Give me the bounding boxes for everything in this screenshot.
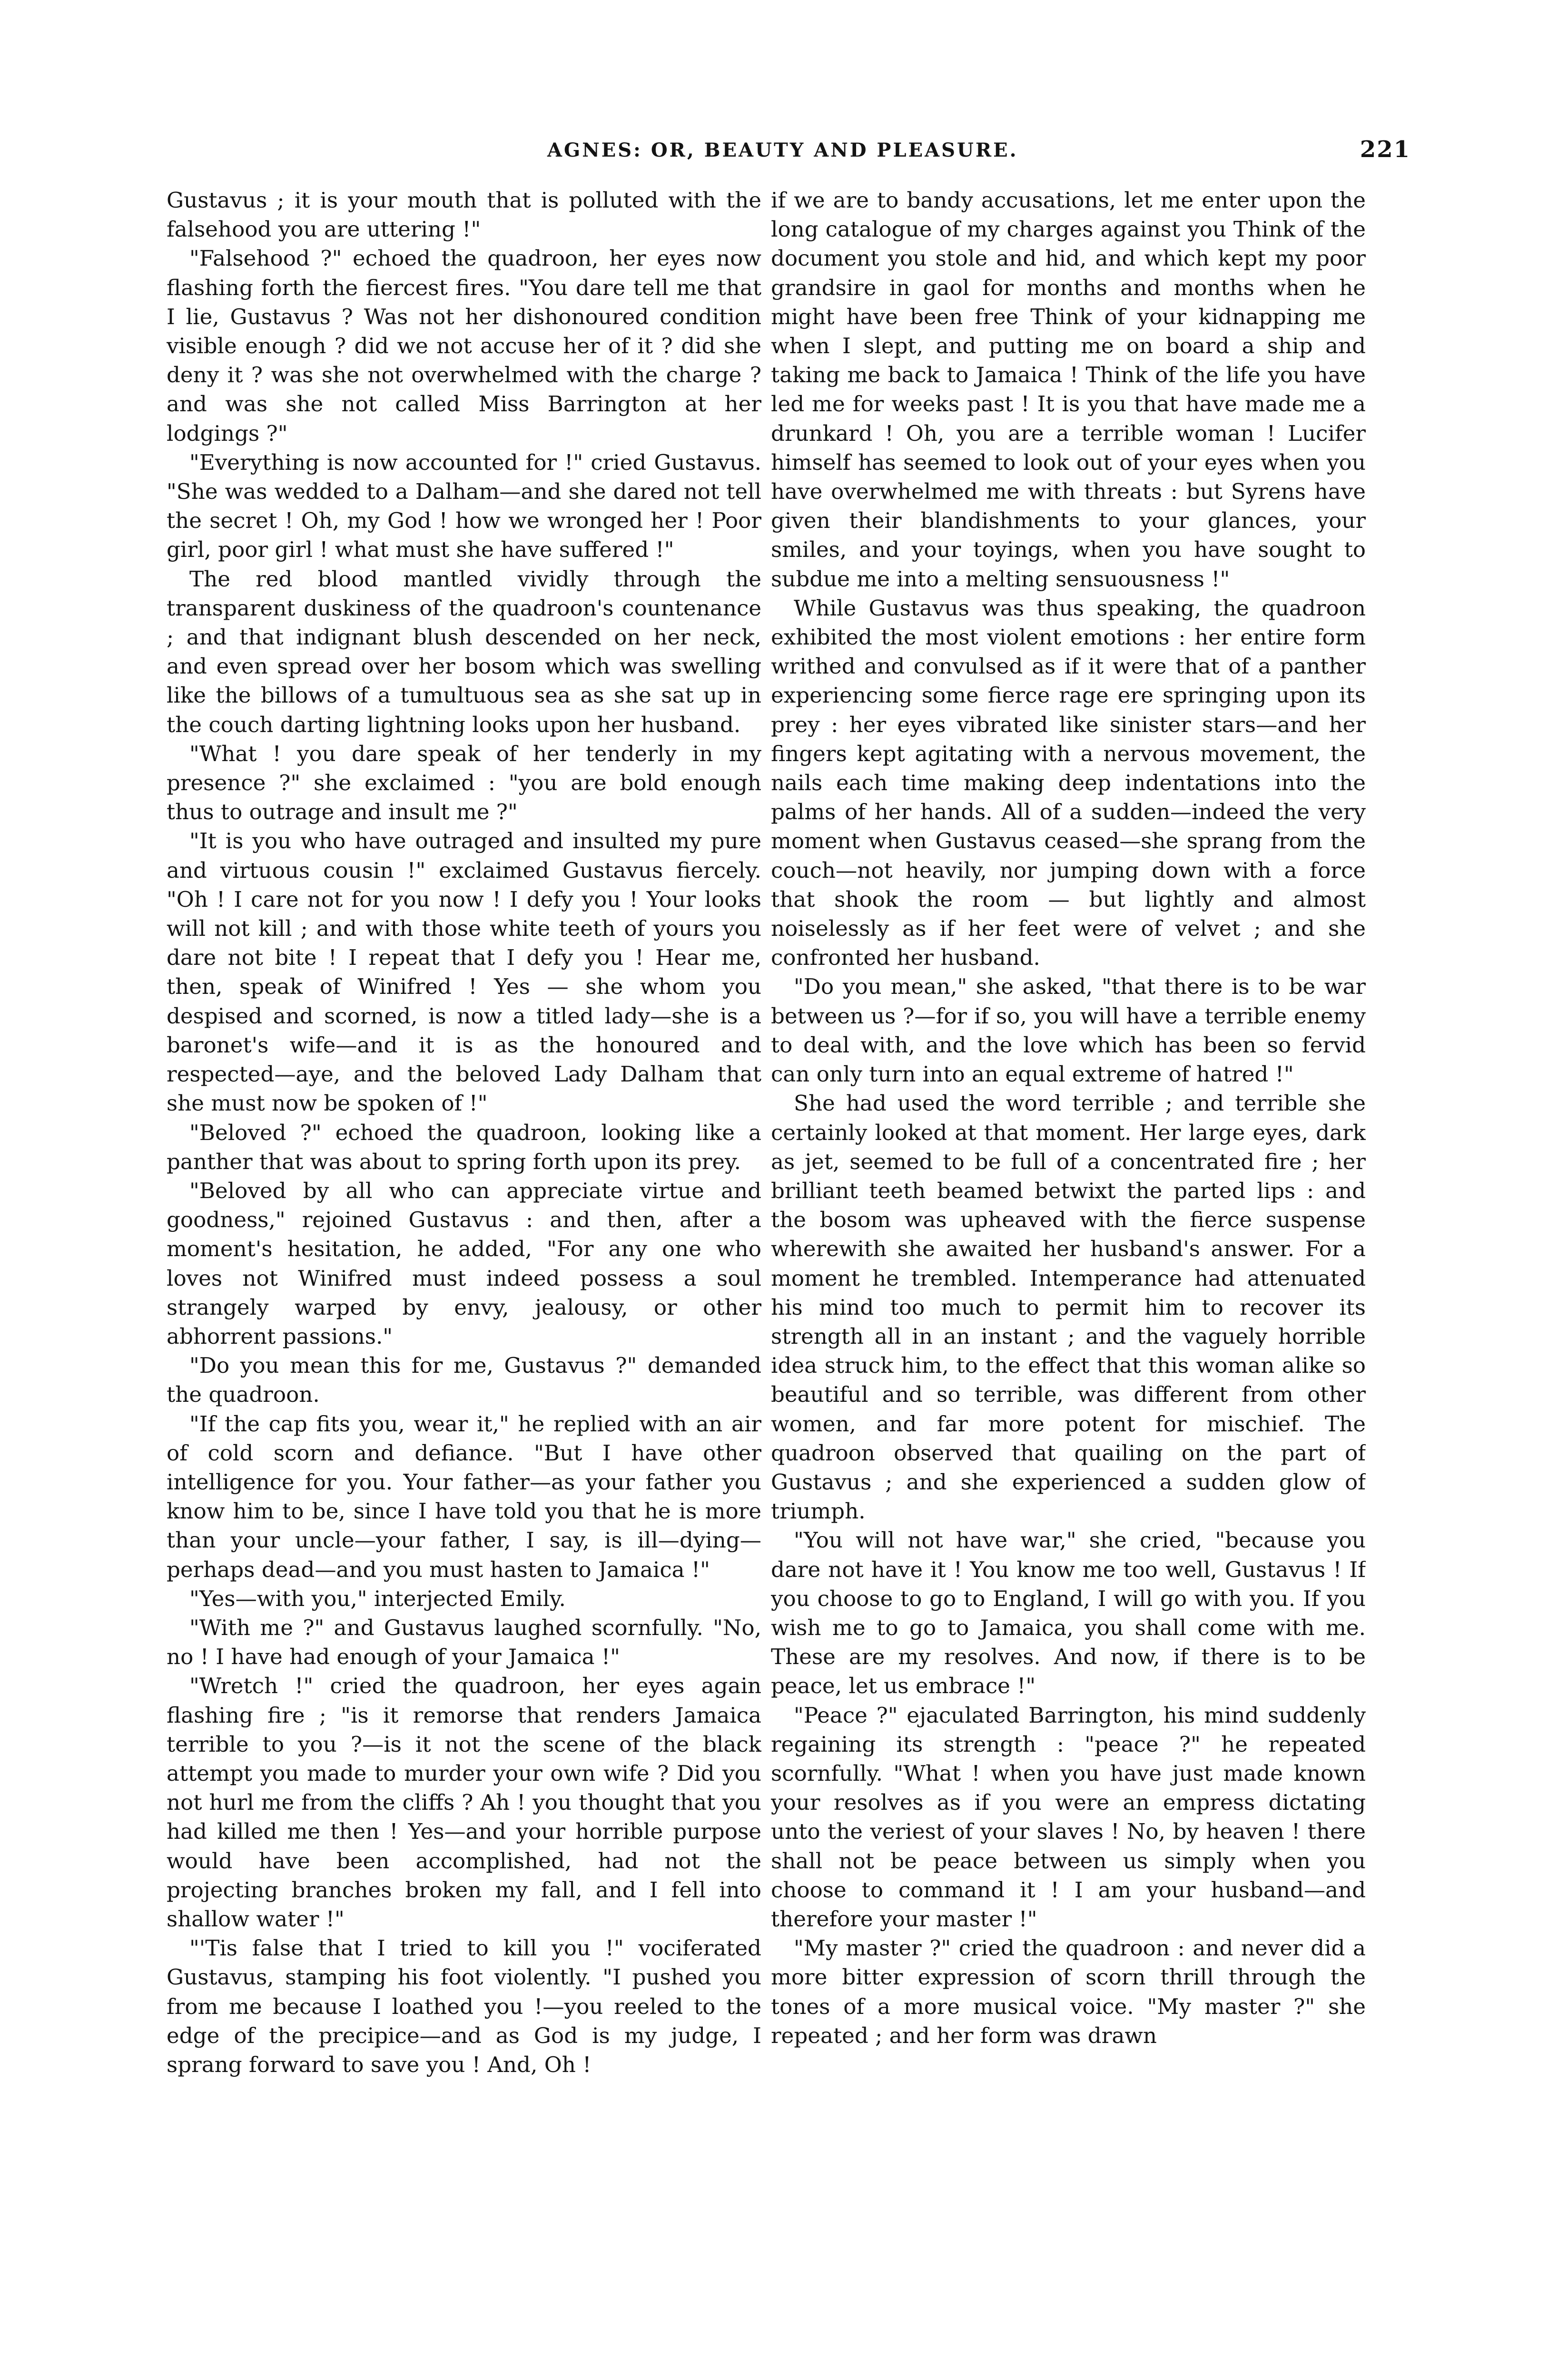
paragraph: Gustavus ; it is your mouth that is polluted with the falsehood you are uttering !" bbox=[167, 188, 761, 242]
paragraph: "Do you mean this for me, Gustavus ?" demanded the quadroon. bbox=[167, 1353, 761, 1408]
paragraph: "Do you mean," she asked, "that there is to be war between us ?—for if so, you will have a terrible enemy to deal with, and the love which has been so fervid can only turn into an equal extreme of hatred !" bbox=[771, 974, 1366, 1087]
paragraph: if we are to bandy accusations, let me enter upon the long catalogue of my charges against you Think of the document you stole and hid, and which kept my poor grandsire in gaol for months and months when he might have been free Think of your kidnapping me when I slept, and putting me on board a ship and taking me back to Jamaica ! Think of the life you have led me for weeks past ! It is you that have made me a drunkard ! Oh, you are a terrible woman ! Lucifer himself has seemed to look out of your eyes when you have overwhelmed me with threats : but Syrens have given their blandishments to your glances, your smiles, and your toyings, when you have sought to subdue me into a melting sensuousness !" bbox=[771, 188, 1366, 592]
page-number: 221 bbox=[1360, 136, 1410, 163]
paragraph: "Everything is now accounted for !" cried Gustavus. "She was wedded to a Dalham—and she dared not tell the secret ! Oh, my God ! how we wronged her ! Poor girl, poor girl ! what must she have suffered !" bbox=[167, 449, 761, 563]
paragraph: "My master ?" cried the quadroon : and never did a more bitter expression of scorn thrill through the tones of a more musical voice. "My master ?" she repeated ; and her form was drawn bbox=[771, 1935, 1366, 2048]
paragraph: "Wretch !" cried the quadroon, her eyes again flashing fire ; "is it remorse that renders Jamaica terrible to you ?—is it not the scene of the black attempt you made to murder your own wife ? Did you not hurl me from the cliffs ? Ah ! you thought that you had killed me then ! Yes—and your horrible purpose would have been accomplished, had not the projecting branches broken my fall, and I fell into shallow water !" bbox=[167, 1673, 761, 1932]
paragraph: "It is you who have outraged and insulted my pure and virtuous cousin !" exclaimed Gustavus fiercely. "Oh ! I care not for you now ! I defy you ! Your looks will not kill ; and with those white teeth of yours you dare not bite ! I repeat that I defy you ! Hear me, then, speak of Winifred ! Yes — she whom you despised and scorned, is now a titled lady—she is a baronet's wife—and it is as the honoured and respected—aye, and the beloved Lady Dalham that she must now be spoken of !" bbox=[167, 828, 761, 1116]
paragraph: "Beloved by all who can appreciate virtue and goodness," rejoined Gustavus : and then, after a moment's hesitation, he added, "For any one who loves not Winifred must indeed possess a soul strangely warped by envy, jealousy, or other abhorrent passions." bbox=[167, 1178, 761, 1349]
paragraph: "Peace ?" ejaculated Barrington, his mind suddenly regaining its strength : "peace ?" he repeated scornfully. "What ! when you have just made known your resolves as if you were an empress dictating unto the veriest of your slaves ! No, by heaven ! there shall not be peace between us simply when you choose to command it ! I am your husband—and therefore your master !" bbox=[771, 1702, 1366, 1932]
paragraph: "'Tis false that I tried to kill you !" vociferated Gustavus, stamping his foot violently. "I pushed you from me because I loathed you !—you reeled to the edge of the precipice—and as God is my judge, I sprang forward to save you ! And, Oh ! bbox=[167, 1935, 761, 2077]
paragraph: "Beloved ?" echoed the quadroon, looking like a panther that was about to spring forth upon its prey. bbox=[167, 1120, 761, 1174]
paragraph: "With me ?" and Gustavus laughed scornfully. "No, no ! I have had enough of your Jamaica !" bbox=[167, 1615, 761, 1670]
left-column bbox=[167, 186, 761, 2366]
paragraph: "Falsehood ?" echoed the quadroon, her eyes now flashing forth the fiercest fires. "You dare tell me that I lie, Gustavus ? Was not her dishonoured condition visible enough ? did we not accuse her of it ? did she deny it ? was she not overwhelmed with the charge ? and was she not called Miss Barrington at her lodgings ?" bbox=[167, 246, 761, 446]
paragraph: While Gustavus was thus speaking, the quadroon exhibited the most violent emotions : her entire form writhed and convulsed as if it were that of a panther experiencing some fierce rage ere springing upon its prey : her eyes vibrated like sinister stars—and her fingers kept agitating with a nervous movement, the nails each time making deep indentations into the palms of her hands. All of a sudden—indeed the very moment when Gustavus ceased—she sprang from the couch—not heavily, nor jumping down with a force that shook the room — but lightly and almost noiselessly as if her feet were of velvet ; and she confronted her husband. bbox=[771, 595, 1366, 971]
paragraph: "What ! you dare speak of her tenderly in my presence ?" she exclaimed : "you are bold enough thus to outrage and insult me ?" bbox=[167, 741, 761, 825]
running-title: AGNES: OR, BEAUTY AND PLEASURE. bbox=[547, 139, 1018, 161]
paragraph: "Yes—with you," interjected Emily. bbox=[189, 1586, 566, 1611]
paragraph: The red blood mantled vividly through the transparent duskiness of the quadroon's countenance ; and that indignant blush descended on her neck, and even spread over her bosom which was swelling like the billows of a tumultuous sea as she sat up in the couch darting lightning looks upon her husband. bbox=[167, 566, 761, 737]
paragraph: She had used the word terrible ; and terrible she certainly looked at that moment. Her large eyes, dark as jet, seemed to be full of a concentrated fire ; her brilliant teeth beamed betwixt the parted lips : and the bosom was upheaved with the fierce suspense wherewith she awaited her husband's answer. For a moment he trembled. Intemperance had attenuated his mind too much to permit him to recover its strength all in an instant ; and the vaguely horrible idea struck him, to the effect that this woman alike so beautiful and so terrible, was different from other women, and far more potent for mischief. The quadroon observed that quailing on the part of Gustavus ; and she experienced a sudden glow of triumph. bbox=[771, 1091, 1366, 1524]
paragraph: "If the cap fits you, wear it," he replied with an air of cold scorn and defiance. "But I have other intelligence for you. Your father—as your father you know him to be, since I have told you that he is more than your uncle—your father, I say, is ill—dying—perhaps dead—and you must hasten to Jamaica !" bbox=[167, 1411, 761, 1582]
right-column bbox=[771, 186, 1366, 2366]
paragraph: "You will not have war," she cried, "because you dare not have it ! You know me too well, Gustavus ! If you choose to go to England, I will go with you. If you wish me to go to Jamaica, you shall come with me. These are my resolves. And now, if there is to be peace, let us embrace !" bbox=[771, 1527, 1366, 1699]
